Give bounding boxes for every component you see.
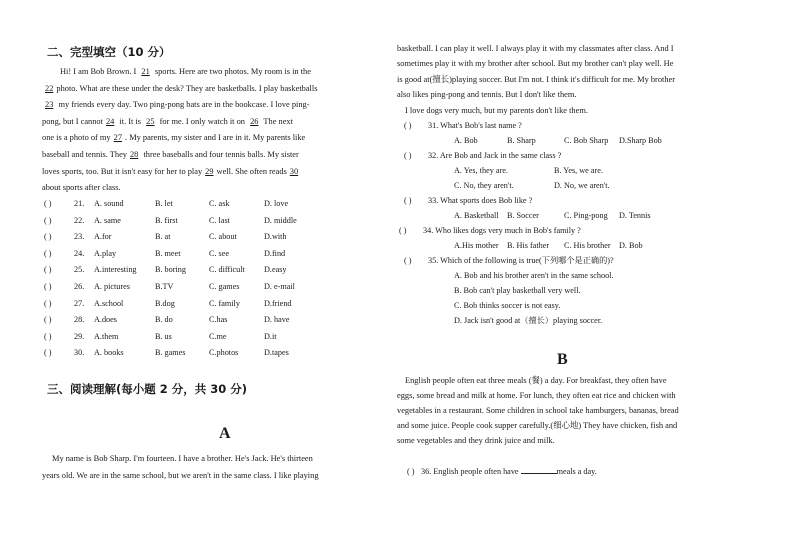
answer-option: A. Bob and his brother aren't in the same school. [454, 271, 614, 280]
passage-text: about sports after class. [42, 183, 121, 193]
passage-text: The next [261, 116, 293, 126]
passage-line [42, 130, 374, 147]
answer-option: B. His father [507, 241, 550, 250]
option-c: C. about [209, 232, 237, 242]
option-b: B. boring [155, 265, 186, 275]
answer-option: A. Basketball [454, 211, 499, 220]
answer-option: C. His brother [564, 241, 611, 250]
cloze-blank[interactable]: 26 [250, 116, 259, 126]
passage-text: baseball and tennis. They [42, 149, 127, 159]
question-number: 29. [74, 331, 85, 341]
passage-text: loves sports, too. But it isn't easy for her to play [42, 166, 203, 176]
question-number: 22. [74, 215, 85, 225]
answer-option: D. Bob [619, 241, 643, 250]
cloze-blank[interactable]: 27 [113, 133, 122, 143]
option-a: A.play [94, 248, 117, 258]
passage-text: pong, but I cannot [42, 116, 103, 126]
answer-paren[interactable]: ( ) [44, 331, 52, 341]
passage-line [42, 114, 374, 131]
option-a: A. same [94, 215, 121, 225]
cloze-blank[interactable]: 23 [45, 100, 54, 110]
option-b: B. games [155, 348, 186, 358]
passage-text: Hi! I am Bob Brown. I [60, 67, 139, 76]
cloze-blank[interactable]: 30 [289, 166, 299, 176]
option-d: D.easy [264, 265, 287, 275]
passage-a-heading: A [219, 425, 231, 442]
option-a: A. sound [94, 199, 124, 208]
option-a: A.interesting [94, 265, 137, 275]
option-c: C. difficult [209, 265, 245, 275]
passage-text: one is a photo of my [42, 133, 111, 143]
answer-paren[interactable]: ( ) [44, 215, 52, 225]
answer-paren[interactable]: ( ) [399, 226, 407, 235]
section3-title: 三、阅读理解(每小题 2 分，共 30 分) [47, 382, 248, 396]
passage-line: I love dogs very much, but my parents don't like them. [405, 105, 588, 115]
option-b: B.TV [155, 282, 174, 291]
option-b: B. first [155, 215, 178, 225]
option-b: B.dog [155, 298, 175, 308]
passage-line [42, 164, 374, 181]
option-d: D. middle [264, 215, 297, 225]
answer-option: C. No, they aren't. [454, 181, 514, 190]
passage-line: also likes ping-pong and tennis. But I don't like them. [397, 90, 577, 100]
passage-a-right [397, 41, 732, 118]
answer-paren[interactable]: ( ) [44, 282, 52, 291]
question-stem: 32. Are Bob and Jack in the same class ? [428, 151, 562, 160]
passage-a-left [42, 451, 374, 484]
passage-text: . My parents, my sister and I are in it. My parents like [125, 133, 306, 143]
q36-blank[interactable] [521, 466, 557, 474]
passage-text: my friends every day. Two ping-pong bats are in the bookcase. I love ping- [56, 100, 310, 110]
answer-paren[interactable]: ( ) [44, 248, 52, 258]
passage-line: years old. We are in the same school, but we aren't in the same class. I like playing [42, 470, 319, 480]
passage-line: and some juice. People cook supper carefully.(细心地) They have chicken, fish and [397, 421, 678, 430]
passage-line [42, 147, 374, 164]
passage-line: is good at(擅长)playing soccer. But I'm not. I think it's difficult for me. My brother [397, 74, 676, 84]
passage-b [397, 373, 737, 448]
answer-option: C. Bob thinks soccer is not easy. [454, 301, 561, 310]
cloze-blank[interactable]: 22 [45, 83, 54, 93]
passage-line [42, 97, 374, 114]
cloze-passage [42, 64, 374, 197]
answer-option: A.His mother [454, 241, 499, 250]
option-c: C. ask [209, 199, 230, 208]
passage-text: for me. I only watch it on [157, 116, 248, 126]
answer-paren[interactable]: ( ) [404, 196, 412, 205]
answer-option: B. Bob can't play basketball very well. [454, 286, 581, 295]
question-number: 24. [74, 248, 85, 258]
passage-line: vegetables in a restaurant. Some children in school take hamburgers, bananas, bread [397, 406, 679, 415]
question-number: 21. [74, 199, 85, 208]
section2-title: 二、完型填空（10 分） [47, 45, 171, 59]
option-c: C. last [209, 215, 230, 225]
option-c: C. see [209, 248, 230, 258]
passage-line: eggs, some bread and milk at home. For lunch, they often eat rice and chicken with [397, 391, 676, 400]
option-c: C. family [209, 298, 240, 308]
answer-paren[interactable]: ( ) [407, 467, 415, 476]
question-stem [421, 466, 597, 478]
cloze-blank[interactable]: 28 [129, 149, 139, 159]
option-b: B. at [155, 232, 171, 242]
option-d: D.tapes [264, 348, 289, 358]
answer-option: D. Jack isn't good at（擅长）playing soccer. [454, 316, 603, 325]
q36-post: meals a day. [556, 467, 597, 476]
question-number: 28. [74, 315, 85, 325]
passage-line [42, 180, 374, 197]
option-d: D.it [264, 331, 277, 341]
passage-line: My name is Bob Sharp. I'm fourteen. I have a brother. He's Jack. He's thirteen [52, 454, 313, 463]
answer-option: C. Bob Sharp [564, 136, 609, 145]
answer-paren[interactable]: ( ) [44, 265, 52, 275]
passage-text: well. She often reads [216, 166, 287, 176]
option-d: D. love [264, 199, 289, 208]
option-a: A.them [94, 331, 119, 341]
passage-line [42, 64, 374, 81]
option-a: A.school [94, 298, 124, 308]
answer-paren[interactable]: ( ) [44, 348, 52, 358]
passage-line: English people often eat three meals (餐) a day. For breakfast, they often have [405, 376, 667, 385]
question-number: 25. [74, 265, 85, 275]
passage-text: it. It is [117, 116, 144, 126]
option-c: C.has [209, 315, 228, 325]
answer-paren[interactable]: ( ) [44, 298, 52, 308]
passage-text: three baseballs and four tennis balls. My sister [141, 149, 299, 159]
option-b: B. meet [155, 248, 181, 258]
answer-option: D. No, we aren't. [554, 181, 610, 190]
option-a: A.does [94, 315, 117, 325]
answer-option: B. Soccer [507, 211, 539, 220]
answer-paren[interactable]: ( ) [404, 121, 412, 130]
passage-line: basketball. I can play it well. I always play it with my classmates after class. And I [397, 44, 674, 53]
option-c: C.me [209, 331, 227, 341]
option-a: A. books [94, 348, 124, 358]
question-number: 23. [74, 232, 85, 242]
answer-option: A. Yes, they are. [454, 166, 508, 175]
q36-pre: 36. English people often have [421, 467, 521, 476]
passage-line: sometimes play it with my brother after school. But my brother can't play well. He [397, 59, 674, 69]
passage-line [42, 81, 374, 98]
option-c: C. games [209, 282, 240, 291]
answer-option: D. Tennis [619, 211, 651, 220]
option-d: D. have [264, 315, 290, 325]
passage-text: sports. Here are two photos. My room is in the [152, 67, 311, 76]
option-d: D.find [264, 248, 286, 258]
option-b: B. us [155, 331, 172, 341]
passage-text: photo. What are these under the desk? They are basketballs. I play basketballs [56, 83, 318, 93]
passage-b-heading: B [557, 351, 568, 368]
answer-paren[interactable]: ( ) [404, 151, 412, 160]
question-stem: 31. What's Bob's last name ? [428, 121, 522, 130]
option-a: A. pictures [94, 282, 130, 291]
passage-line: some vegetables and they drink juice and milk. [397, 436, 555, 445]
question-number: 30. [74, 348, 85, 358]
option-b: B. let [155, 199, 173, 208]
question-stem: 33. What sports does Bob like ? [428, 196, 533, 205]
answer-option: B. Sharp [507, 136, 536, 145]
option-a: A.for [94, 232, 112, 242]
answer-paren[interactable]: ( ) [44, 232, 52, 242]
answer-option: A. Bob [454, 136, 478, 145]
option-d: D.friend [264, 298, 292, 308]
answer-paren[interactable]: ( ) [404, 256, 412, 265]
option-b: B. do [155, 315, 173, 325]
option-d: D. e-mail [264, 282, 295, 291]
answer-paren[interactable]: ( ) [44, 315, 52, 325]
cloze-blank[interactable]: 24 [105, 116, 115, 126]
answer-option: C. Ping-pong [564, 211, 608, 220]
question-number: 27. [74, 298, 85, 308]
answer-option: D.Sharp Bob [619, 136, 662, 145]
answer-option: B. Yes, we are. [554, 166, 603, 175]
question-stem: 35. Which of the following is true(下列哪个是正确的)? [428, 256, 614, 265]
cloze-blank[interactable]: 21 [141, 67, 150, 76]
cloze-blank[interactable]: 29 [205, 166, 214, 176]
question-number: 26. [74, 282, 85, 291]
cloze-blank[interactable]: 25 [146, 116, 155, 126]
option-c: C.photos [209, 348, 239, 358]
option-d: D.with [264, 232, 287, 242]
answer-paren[interactable]: ( ) [44, 199, 52, 208]
question-stem: 34. Who likes dogs very much in Bob's family ? [423, 226, 581, 235]
